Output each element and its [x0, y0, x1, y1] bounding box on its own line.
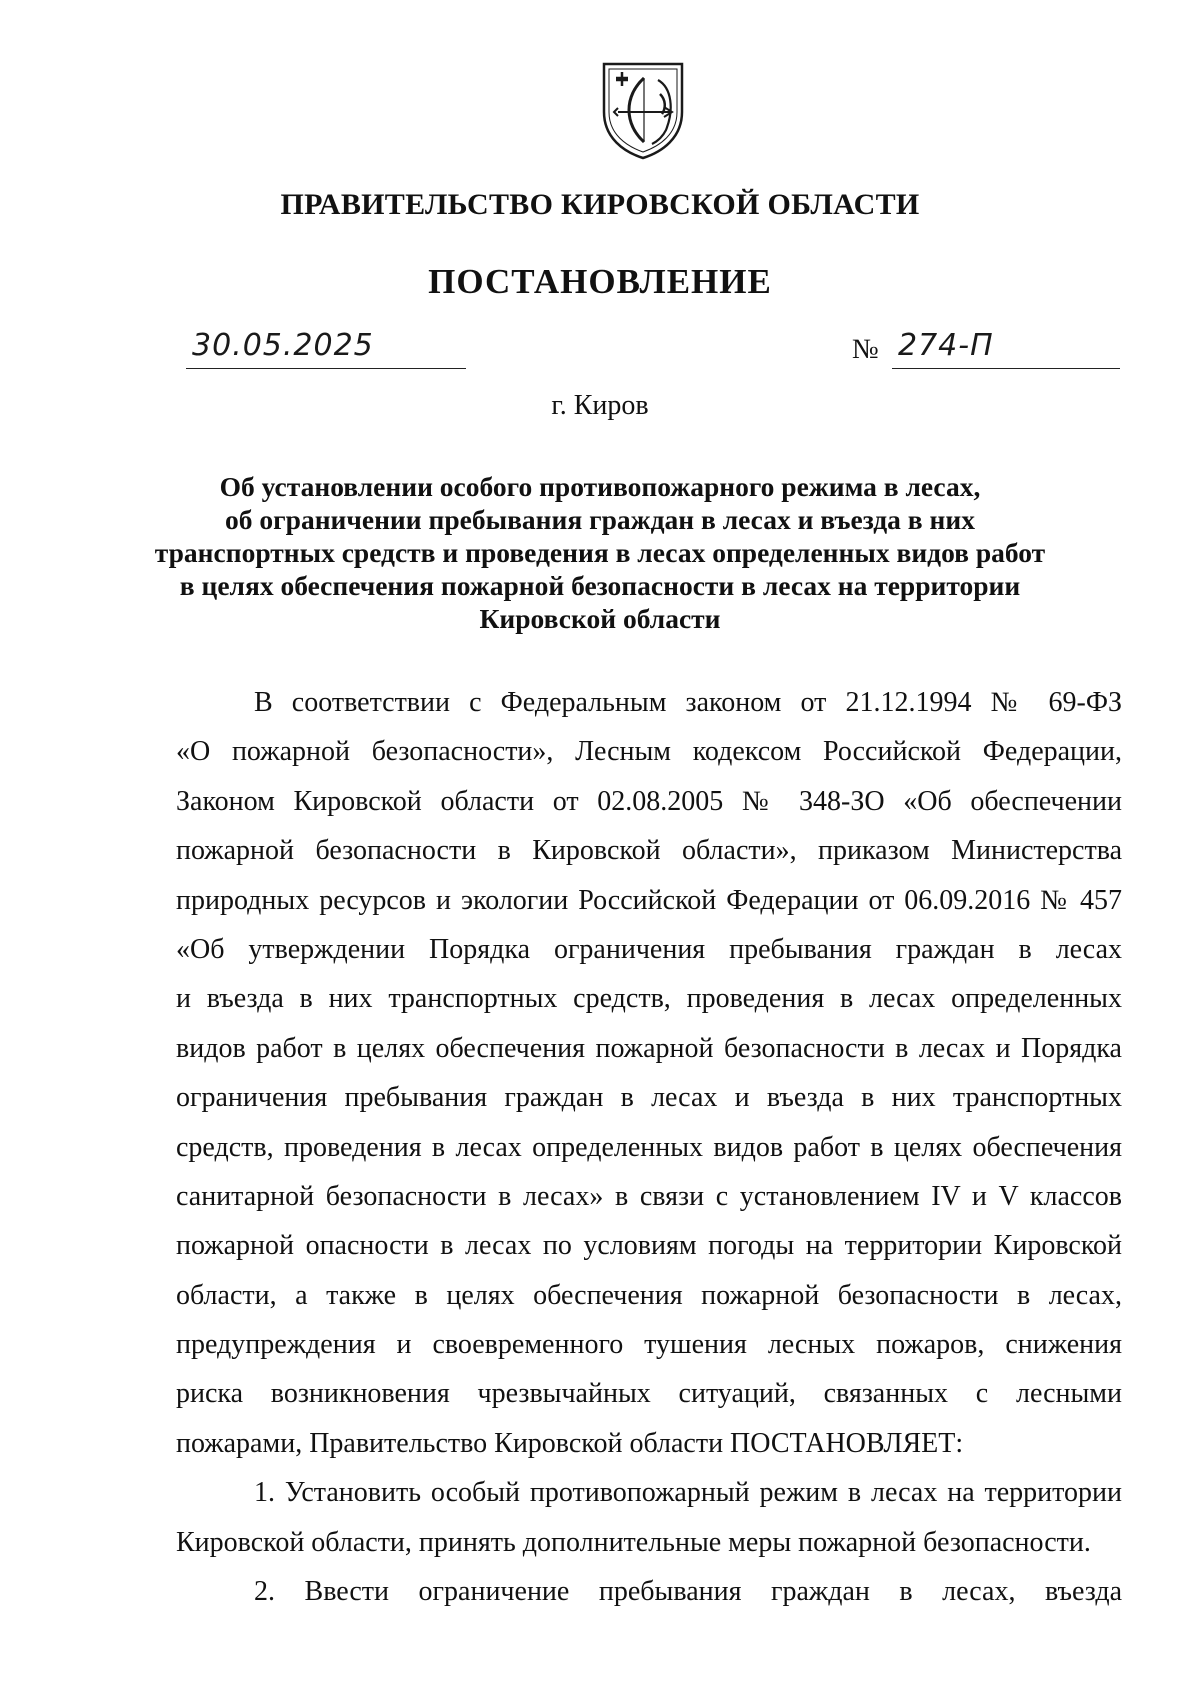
body-line: 1. Установить особый противопожарный режим в лесах на территории	[254, 1477, 1122, 1509]
body-line: В соответствии с Федеральным законом от 21.12.1994 № 69-ФЗ	[254, 687, 1122, 718]
date-field	[186, 328, 466, 369]
number-line	[892, 328, 1120, 369]
body-line: «Об утверждении Порядка ограничения пребывания граждан в лесах	[176, 933, 1122, 965]
kirov-coat-of-arms-icon	[600, 60, 686, 160]
subject-line: Об установлении особого противопожарного режима в лесах,	[219, 471, 981, 502]
government-title: ПРАВИТЕЛЬСТВО КИРОВСКОЙ ОБЛАСТИ	[280, 188, 920, 221]
body-line: 2. Ввести ограничение пребывания граждан в лесах, въезда	[254, 1576, 1122, 1608]
body-line: области, а также в целях обеспечения пожарной безопасности в лесах,	[176, 1279, 1122, 1311]
body-line: видов работ в целях обеспечения пожарной безопасности в лесах и Порядка	[176, 1032, 1122, 1064]
body-line: ограничения пребывания граждан в лесах и въезда в них транспортных	[176, 1082, 1122, 1114]
document-number: 274-П	[898, 328, 994, 363]
document-subject	[150, 470, 1050, 635]
body-line: природных ресурсов и экологии Российской Федерации от 06.09.2016 № 457	[176, 884, 1122, 916]
body-line: предупреждения и своевременного тушения лесных пожаров, снижения	[176, 1329, 1122, 1361]
subject-line: в целях обеспечения пожарной безопасности в лесах на территории	[179, 570, 1021, 601]
number-sign: №	[852, 334, 879, 365]
subject-line: Кировской области	[479, 603, 721, 634]
body-line: Кировской области, принять дополнительные меры пожарной безопасности.	[176, 1526, 1091, 1558]
body-line: пожарной опасности в лесах по условиям погоды на территории Кировской	[176, 1230, 1122, 1262]
body-line: риска возникновения чрезвычайных ситуаций, связанных с лесными	[176, 1378, 1122, 1410]
body-line: средств, проведения в лесах определенных видов работ в целях обеспечения	[176, 1131, 1122, 1163]
body-line: пожарами, Правительство Кировской области ПОСТАНОВЛЯЕТ:	[176, 1427, 964, 1459]
city: г. Киров	[551, 390, 649, 421]
subject-line: транспортных средств и проведения в лесах определенных видов работ	[154, 537, 1046, 568]
body-line: «О пожарной безопасности», Лесным кодексом Российской Федерации,	[176, 736, 1122, 768]
body-line: Законом Кировской области от 02.08.2005 № 348-ЗО «Об обеспечении	[176, 785, 1122, 817]
number-field	[852, 328, 1120, 368]
body-line: пожарной безопасности в Кировской области», приказом Министерства	[176, 835, 1122, 867]
document-type: ПОСТАНОВЛЕНИЕ	[428, 262, 772, 301]
document-body	[176, 683, 1122, 1621]
subject-line: об ограничении пребывания граждан в лесах и въезда в них	[225, 504, 975, 535]
body-line: санитарной безопасности в лесах» в связи с установлением IV и V классов	[176, 1180, 1122, 1212]
body-line: и въезда в них транспортных средств, проведения в лесах определенных	[176, 983, 1122, 1015]
document-date: 30.05.2025	[192, 328, 374, 363]
